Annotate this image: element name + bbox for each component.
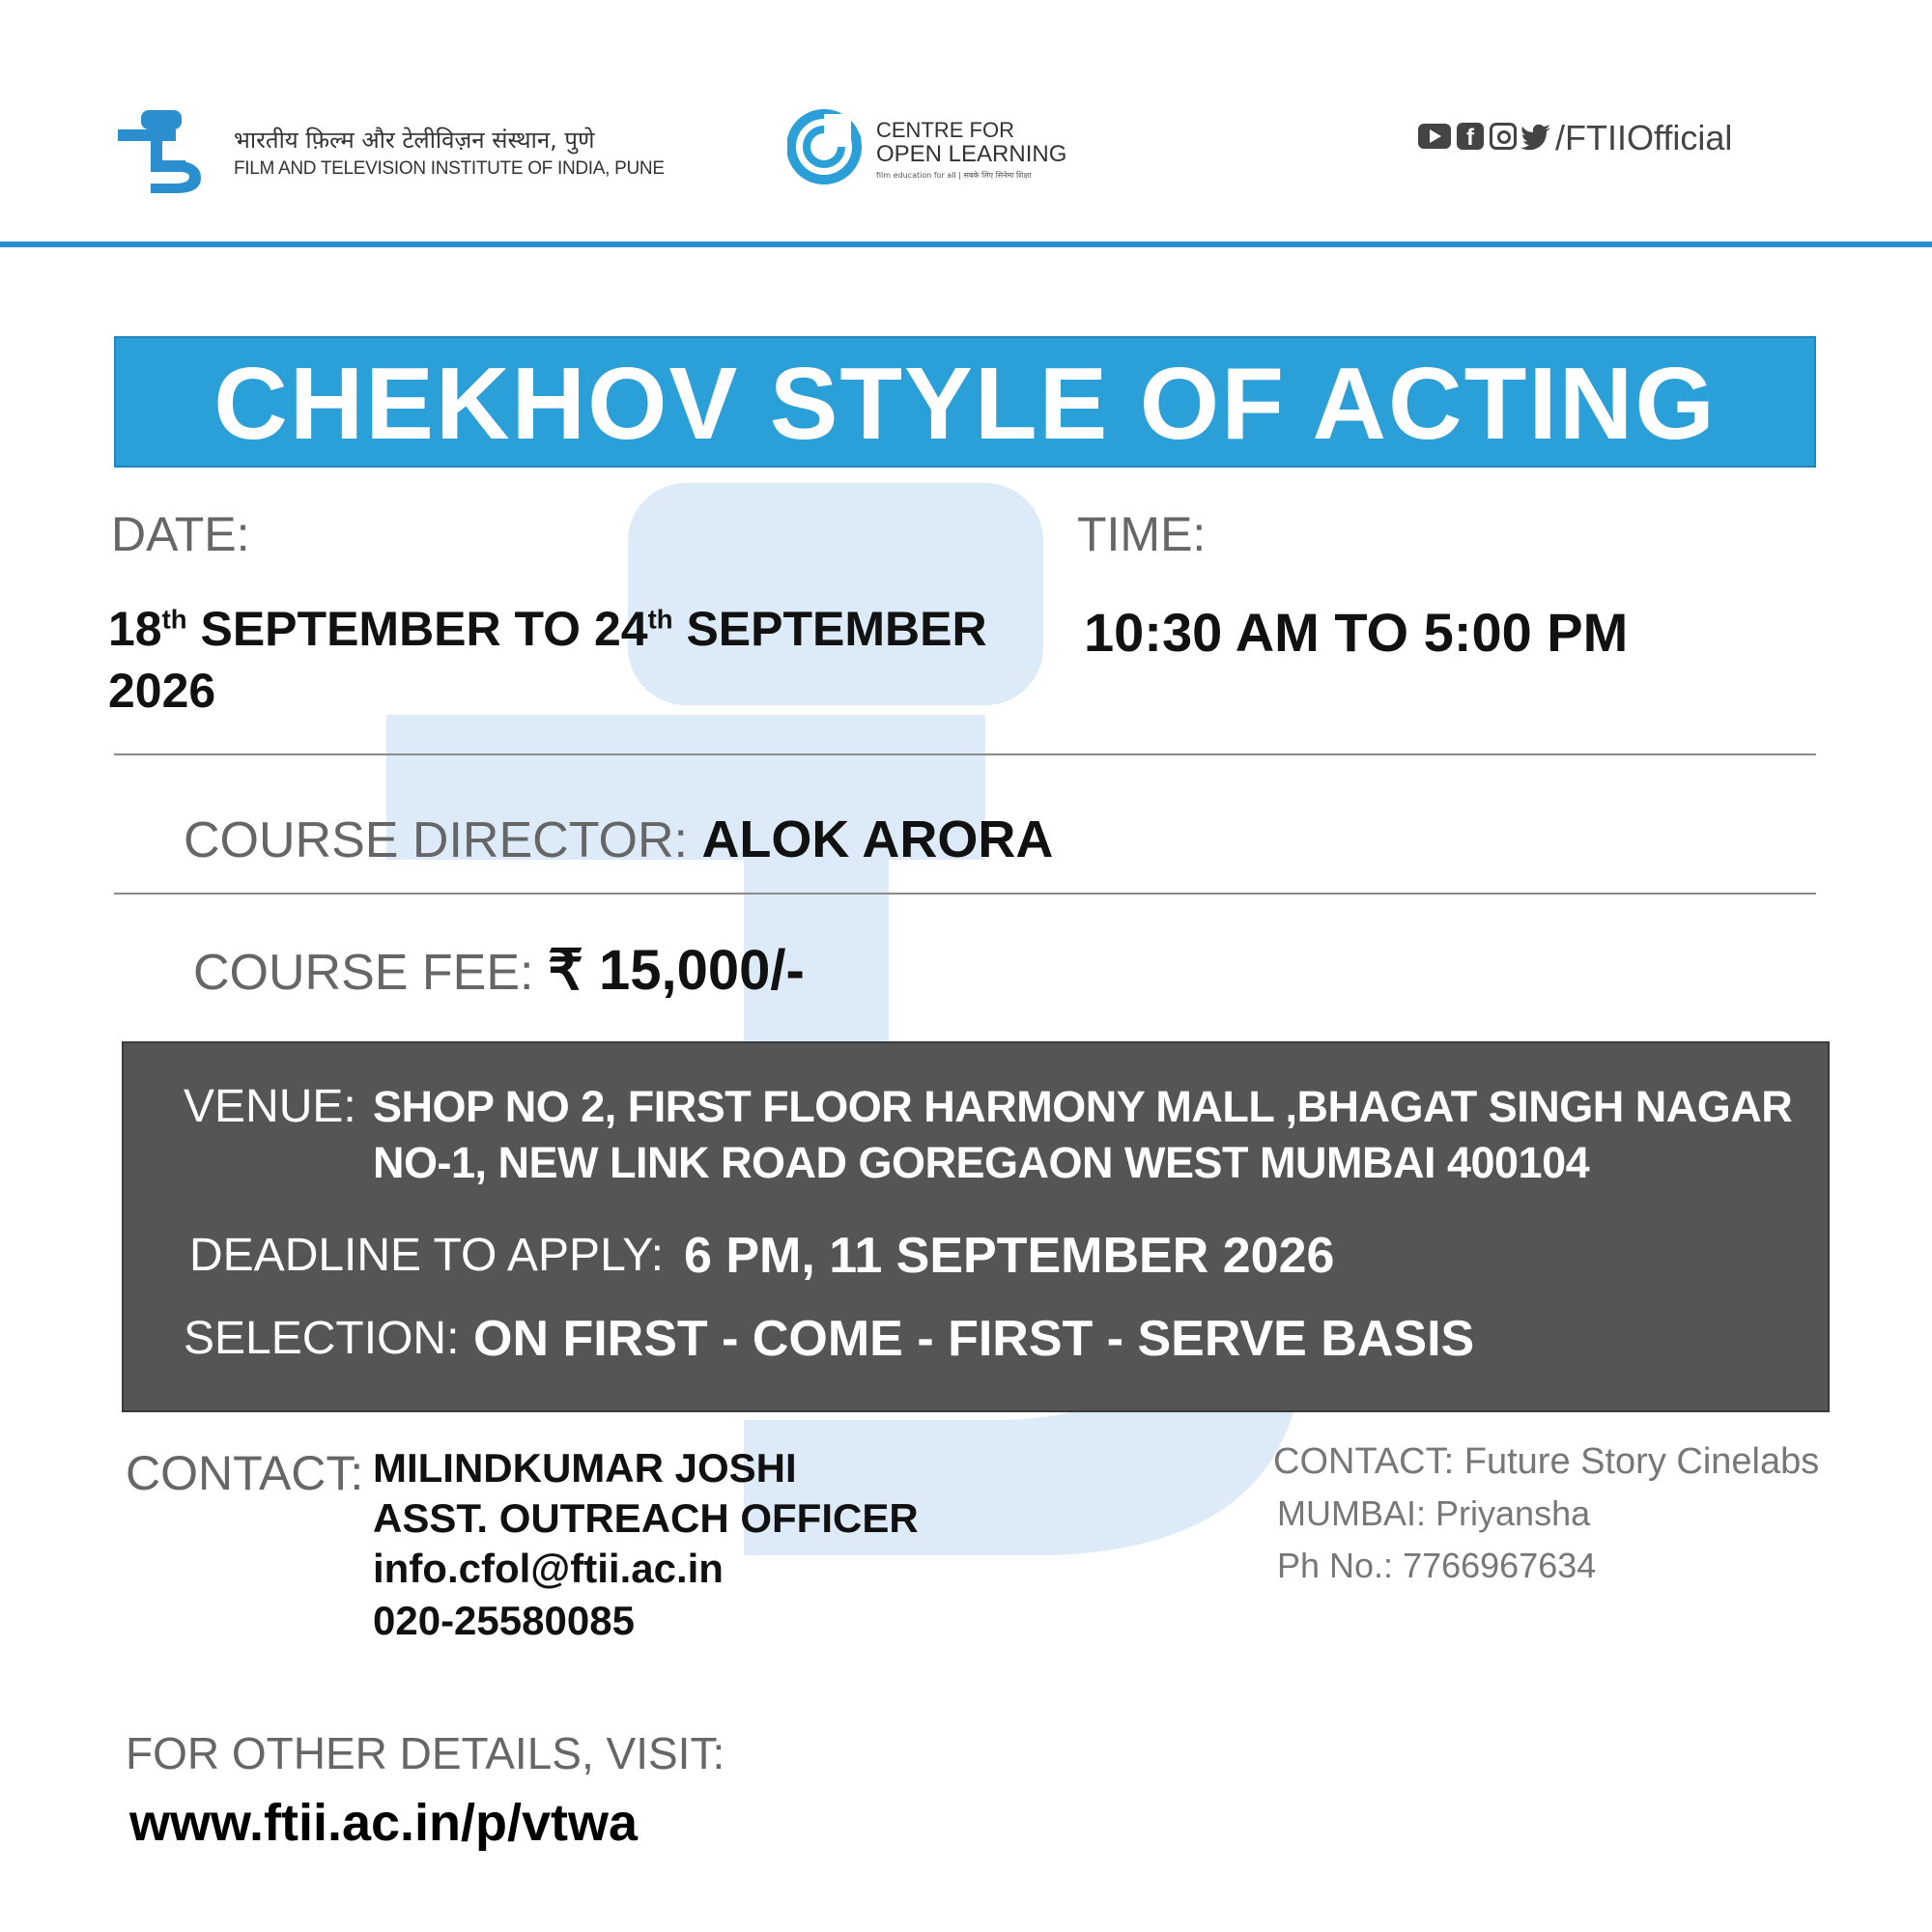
contact-label: CONTACT: (126, 1446, 364, 1500)
partner-phone-row (1277, 1546, 1596, 1586)
time-value: 10:30 AM TO 5:00 PM (1084, 602, 1629, 663)
twitter-icon[interactable] (1520, 124, 1551, 151)
ftii-emblem-icon (116, 106, 205, 195)
ftii-english-name: FILM AND TELEVISION INSTITUTE OF INDIA, PUNE (234, 158, 665, 179)
youtube-icon[interactable] (1418, 124, 1451, 149)
cfol-logo (787, 108, 1106, 185)
title-banner (114, 336, 1816, 468)
director-row (184, 810, 1053, 869)
social-bar (1418, 118, 1804, 156)
partner-org: Future Story Cinelabs (1463, 1441, 1820, 1482)
header-rule (0, 242, 1932, 247)
date-value: 18th SEPTEMBER TO 24th SEPTEMBER (108, 602, 987, 656)
contact-email[interactable]: info.cfol@ftii.ac.in (373, 1546, 724, 1591)
fee-row (193, 937, 805, 1003)
deadline-value: 6 PM, 11 SEPTEMBER 2026 (684, 1228, 1335, 1284)
website-link[interactable]: www.ftii.ac.in/p/vtwa (129, 1794, 639, 1852)
date-label: DATE: (111, 507, 250, 561)
partner-phone[interactable]: 7766967634 (1403, 1546, 1597, 1585)
venue-label: VENUE: (184, 1081, 356, 1132)
fee-label: COURSE FEE: (193, 945, 534, 1001)
contact-name: MILINDKUMAR JOSHI (373, 1445, 797, 1491)
cfol-line2: OPEN LEARNING (876, 141, 1067, 167)
cfol-line1: CENTRE FOR (876, 118, 1014, 142)
cfol-circle-icon (787, 108, 865, 185)
contact-phone[interactable]: 020-25580085 (373, 1598, 635, 1643)
time-label: TIME: (1077, 507, 1207, 561)
ftii-logo (116, 106, 696, 198)
partner-city-row (1277, 1493, 1590, 1534)
cfol-tagline: film education for all | सबके लिए सिनेमा शिक्षा (876, 171, 1032, 180)
selection-value: ON FIRST - COME - FIRST - SERVE BASIS (473, 1311, 1475, 1367)
fee-value: ₹ 15,000/- (547, 939, 805, 1002)
selection-label: SELECTION: (184, 1313, 460, 1364)
director-value: ALOK ARORA (701, 810, 1054, 868)
instagram-icon[interactable] (1490, 123, 1517, 150)
partner-phone-label: Ph No.: (1277, 1546, 1394, 1585)
director-label: COURSE DIRECTOR: (184, 812, 688, 868)
facebook-icon[interactable]: f (1457, 123, 1484, 150)
social-handle[interactable]: /FTIIOfficial (1555, 118, 1733, 157)
venue-line1: SHOP NO 2, FIRST FLOOR HARMONY MALL ,BHAGAT SINGH NAGAR (373, 1082, 1793, 1131)
partner-contact-label: CONTACT: (1273, 1441, 1455, 1482)
partner-city-label: MUMBAI: (1277, 1493, 1427, 1533)
deadline-label: DEADLINE TO APPLY: (189, 1230, 664, 1281)
ftii-hindi-name: भारतीय फ़िल्म और टेलीविज़न संस्थान, पुणे (234, 127, 595, 154)
date-year: 2026 (108, 664, 216, 718)
contact-role: ASST. OUTREACH OFFICER (373, 1495, 919, 1541)
visit-label: FOR OTHER DETAILS, VISIT: (126, 1728, 725, 1778)
partner-person: Priyansha (1435, 1493, 1591, 1533)
venue-line2: NO-1, NEW LINK ROAD GOREGAON WEST MUMBAI 400104 (373, 1138, 1590, 1187)
divider-1 (114, 753, 1816, 755)
page-title: CHEKHOV STYLE OF ACTING (213, 347, 1717, 461)
partner-contact-row (1273, 1441, 1819, 1483)
info-panel (122, 1041, 1830, 1412)
divider-2 (114, 893, 1816, 895)
